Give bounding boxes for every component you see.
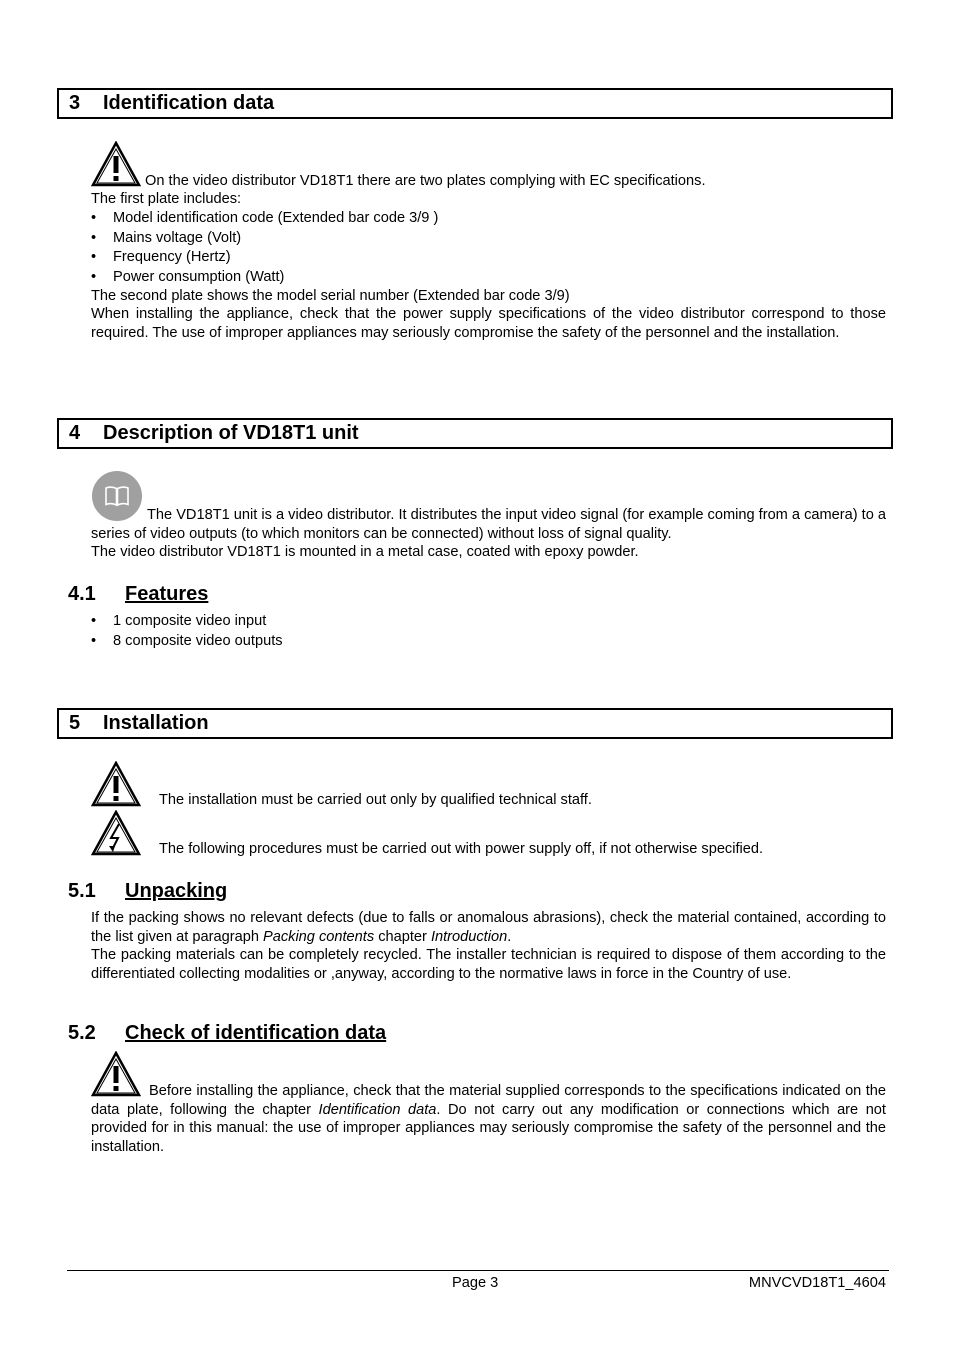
list-item: • Mains voltage (Volt) [91, 229, 438, 249]
subsection-title: Check of identification data [125, 1022, 387, 1044]
identification-data-reference: Identification data [318, 1101, 437, 1118]
first-plate-intro: The first plate includes: [91, 191, 242, 207]
section-3-header [57, 88, 893, 119]
subsection-number: 5.1 [68, 880, 96, 902]
warning-icon [91, 141, 141, 187]
footer-divider [67, 1270, 889, 1271]
section-4-header [57, 418, 893, 449]
section-5-header [57, 708, 893, 739]
text-run: If the packing shows no relevant defects (due to falls or anomalous abrasions), check the material contained, according to the list given at paragraph [91, 910, 886, 945]
subsection-title: Unpacking [125, 880, 228, 902]
document-code: MNVCVD18T1_4604 [748, 1275, 886, 1291]
section-number: 3 [69, 92, 81, 114]
check-paragraph [91, 1082, 886, 1156]
packing-contents-reference: Packing contents [263, 928, 375, 945]
list-item: • 8 composite video outputs [91, 632, 283, 652]
list-item: • Model identification code (Extended bar code 3/9 ) [91, 209, 438, 229]
list-item: • 1 composite video input [91, 612, 283, 632]
page-number: Page 3 [452, 1275, 499, 1291]
section-title: Installation [103, 712, 209, 734]
warning-icon [91, 761, 141, 807]
section-number: 4 [69, 422, 81, 444]
electrical-hazard-icon [91, 810, 141, 856]
text-run: . [507, 928, 512, 945]
first-plate-list [91, 209, 438, 288]
text-run: chapter [374, 928, 431, 945]
second-plate-text: The second plate shows the model serial number (Extended bar code 3/9) [91, 288, 570, 304]
case-text: The video distributor VD18T1 is mounted in a metal case, coated with epoxy powder. [91, 544, 639, 560]
text-run: . Do not carry out any modification or connections which are not provided for in this manual: the use of improper appliances may seriously compromise the safety of the personnel and the installation. [91, 1101, 886, 1155]
power-off-warning: The following procedures must be carried out with power supply off, if not otherwise specified. [159, 841, 764, 857]
subsection-title: Features [125, 583, 209, 605]
subsection-features-heading [68, 582, 208, 606]
section-title: Identification data [103, 92, 275, 114]
subsection-unpacking-heading [68, 879, 227, 903]
list-item: • Power consumption (Watt) [91, 268, 438, 288]
unpacking-paragraph-1 [91, 909, 886, 946]
power-check-paragraph: When installing the appliance, check that the power supply specifications of the video distributor correspond to those required. The use of improper appliances may seriously compromise the safety of the personnel and the installation. [91, 306, 886, 341]
section-title: Description of VD18T1 unit [103, 422, 359, 444]
unpacking-paragraph-2: The packing materials can be completely recycled. The installer technician is required to dispose of them according to the differentiated collecting modalities or ,anyway, according to the normative laws in force in the Country of use. [91, 947, 886, 982]
qualified-staff-warning: The installation must be carried out only by qualified technical staff. [159, 792, 592, 808]
subsection-number: 5.2 [68, 1022, 96, 1044]
features-list [91, 612, 283, 651]
warning-plates-text: On the video distributor VD18T1 there are two plates complying with EC specifications. [145, 173, 706, 189]
description-paragraph: The VD18T1 unit is a video distributor. It distributes the input video signal (for example coming from a camera) to a series of video outputs (to which monitors can be connected) without loss of signal quality. [91, 507, 886, 542]
text-run: Before installing the appliance, check that the material supplied corresponds to the specifications indicated on the data plate, following the chapter [91, 1083, 886, 1118]
section-number: 5 [69, 712, 81, 734]
list-item: • Frequency (Hertz) [91, 248, 438, 268]
subsection-check-heading [68, 1021, 386, 1045]
subsection-number: 4.1 [68, 583, 96, 605]
introduction-reference: Introduction [430, 928, 508, 945]
